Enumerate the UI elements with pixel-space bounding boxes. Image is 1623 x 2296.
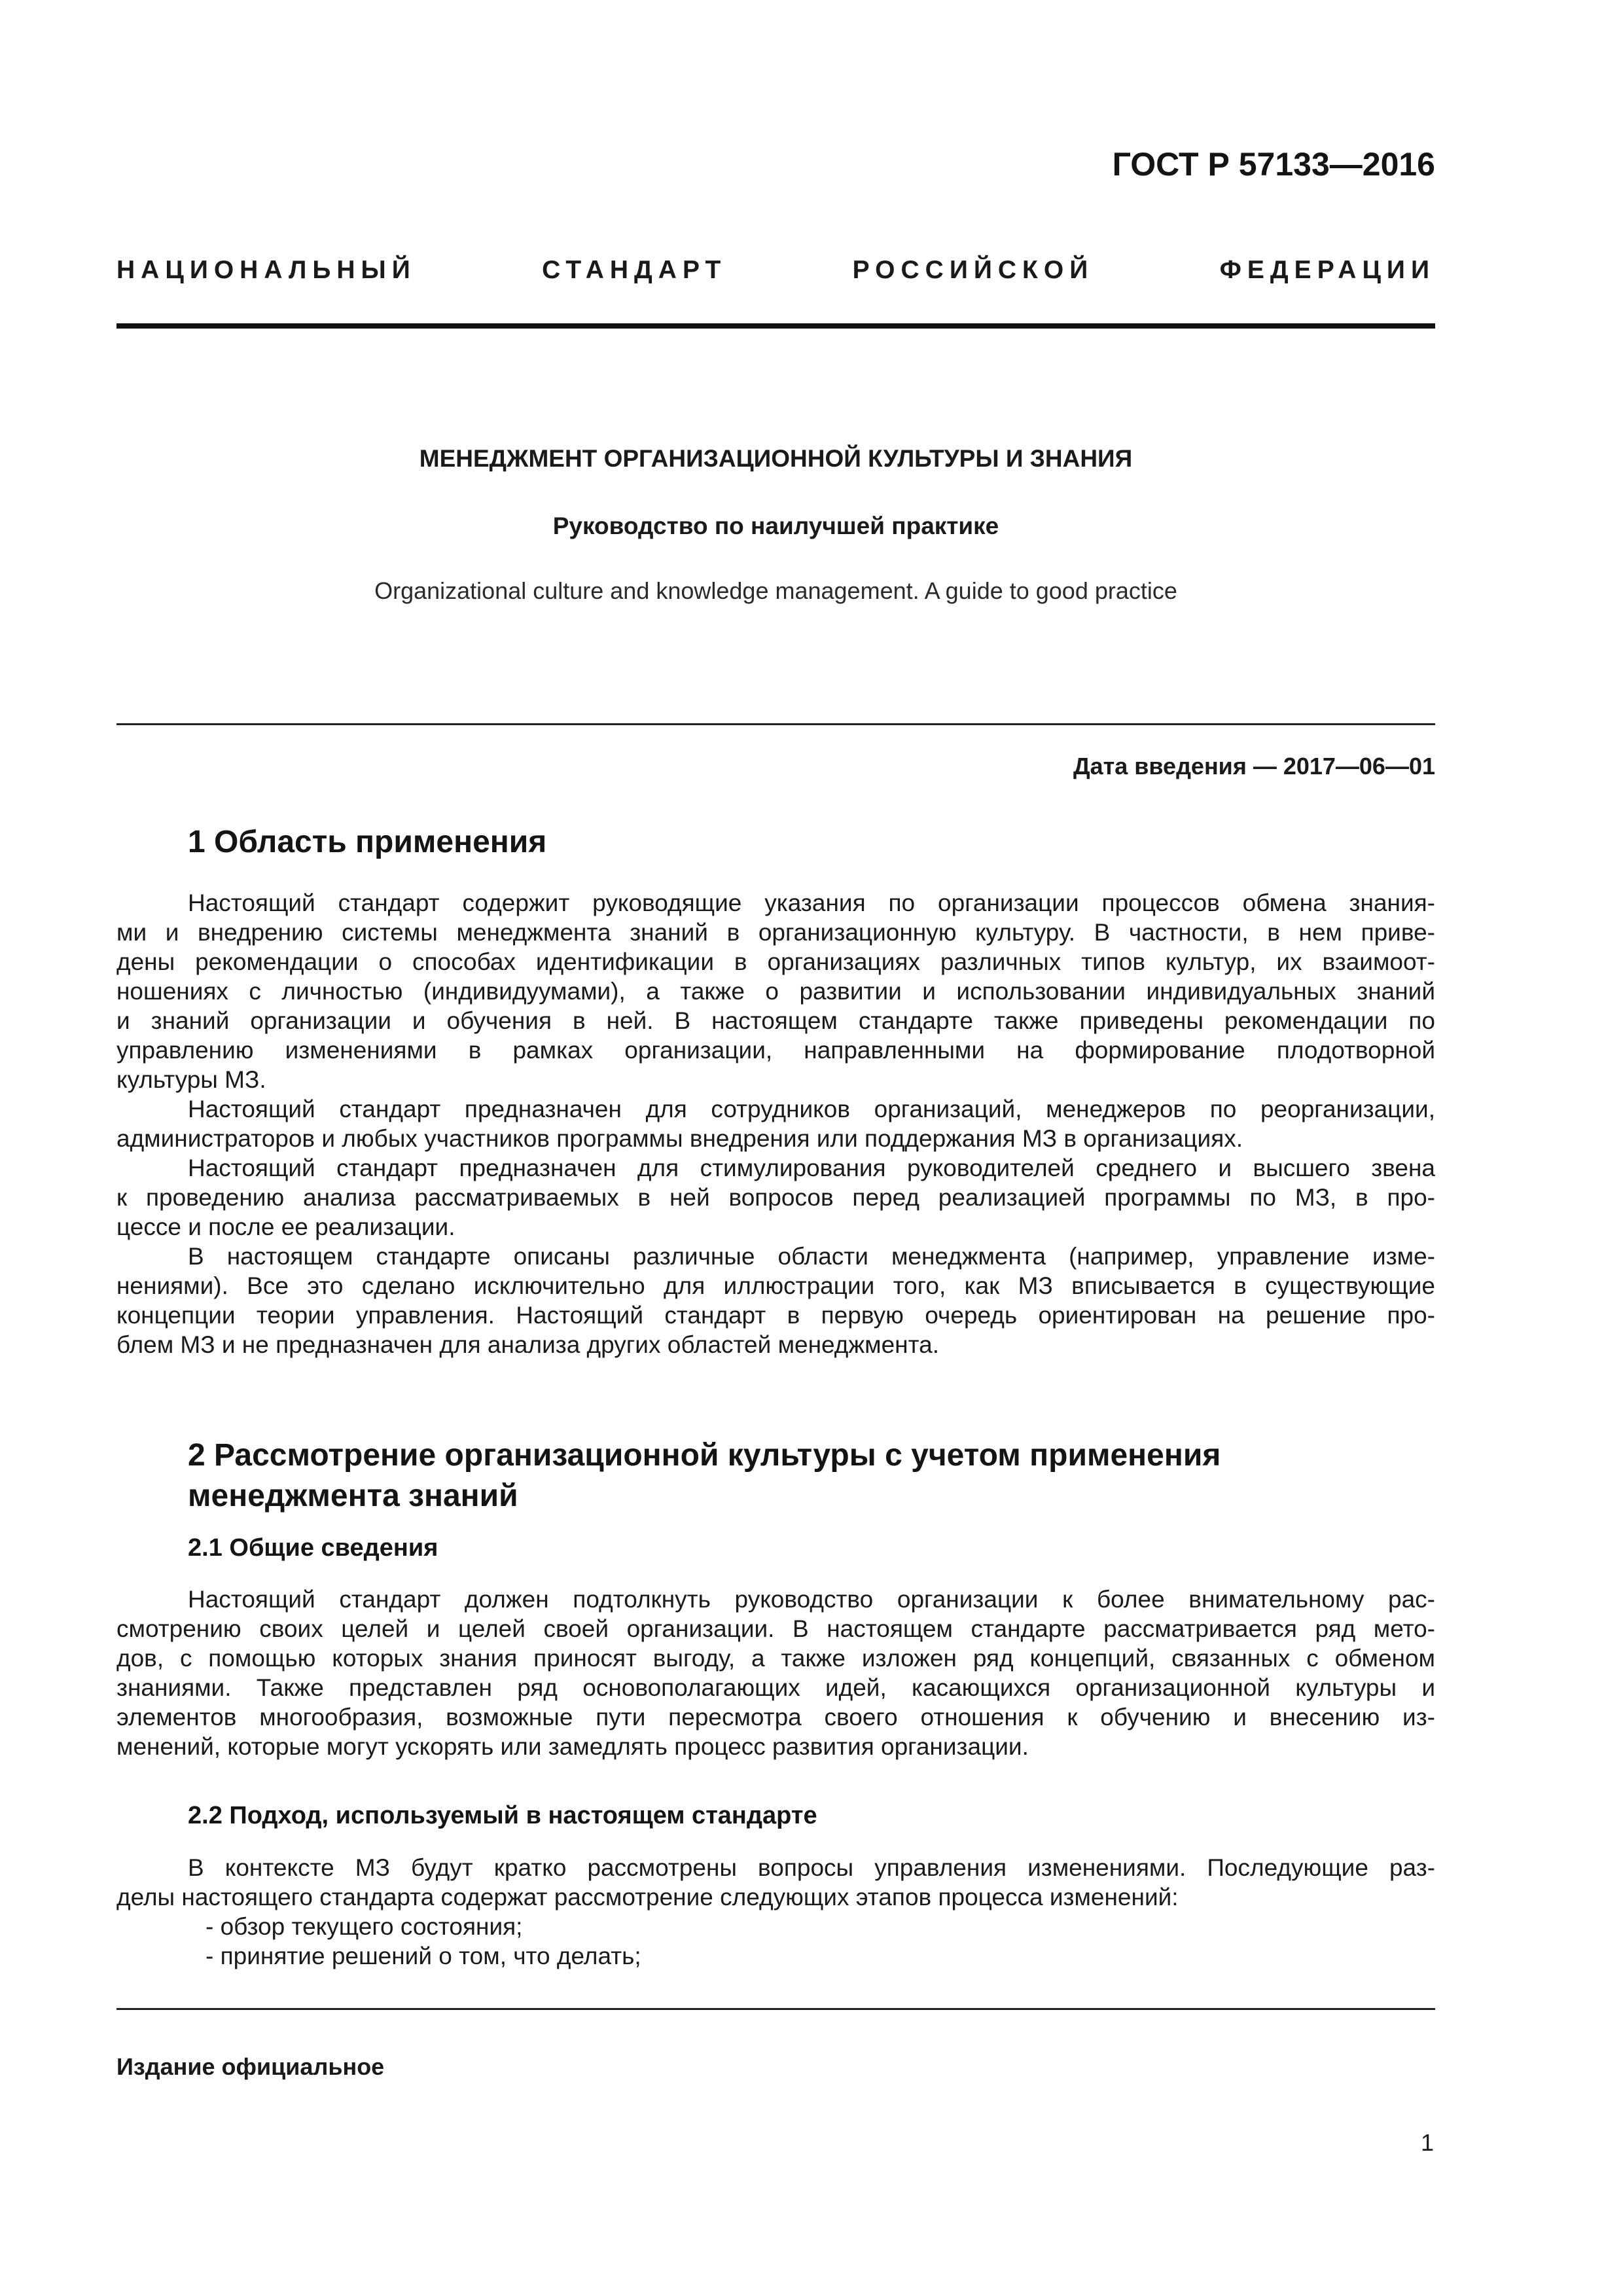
text-line: знаниями. Также представлен ряд основополагающих идей, касающихся организационной культуры и <box>116 1674 1435 1701</box>
text-line: ношениях с личностью (индивидуумами), а также о развитии и использовании индивидуальных знаний <box>116 978 1435 1005</box>
section-1-body <box>116 888 1435 1359</box>
document-english-title: Organizational culture and knowledge management. A guide to good practice <box>374 577 1177 604</box>
section-2-1-heading: 2.1 Общие сведения <box>188 1534 438 1562</box>
section-2-2-heading: 2.2 Подход, используемый в настоящем стандарте <box>188 1802 817 1829</box>
text-line: культуры МЗ. <box>116 1066 266 1093</box>
text-line: блем МЗ и не предназначен для анализа других областей менеджмента. <box>116 1331 939 1358</box>
text-line: цессе и после ее реализации. <box>116 1213 455 1240</box>
text-line: нениями). Все это сделано исключительно для иллюстрации того, как МЗ вписывается в существующие <box>116 1272 1435 1299</box>
text-line: менений, которые могут ускорять или замедлять процесс развития организации. <box>116 1733 1029 1760</box>
official-edition-label: Издание официальное <box>116 2053 385 2080</box>
text-line: смотрению своих целей и целей своей организации. В настоящем стандарте рассматривается ряд мето- <box>116 1615 1435 1642</box>
section-2-heading <box>188 1435 1366 1516</box>
section-1-heading: 1 Область применения <box>188 825 547 859</box>
text-line: и знаний организации и обучения в ней. В настоящем стандарте также приведены рекомендации по <box>116 1007 1435 1034</box>
gost-number: ГОСТ Р 57133—2016 <box>1112 146 1435 183</box>
text-line: делы настоящего стандарта содержат рассмотрение следующих этапов процесса изменений: <box>116 1884 1179 1910</box>
text-line: ми и внедрению системы менеджмента знаний в организационную культуру. В частности, в нем приве- <box>116 919 1435 946</box>
page-number: 1 <box>1420 2129 1434 2156</box>
text-line: концепции теории управления. Настоящий стандарт в первую очередь ориентирован на решение про- <box>116 1302 1435 1329</box>
text-line: Настоящий стандарт предназначен для сотрудников организаций, менеджеров по реорганизации, <box>188 1096 1435 1122</box>
text-line: В настоящем стандарте описаны различные области менеджмента (например, управление изме- <box>188 1243 1435 1270</box>
national-standard-line: НАЦИОНАЛЬНЫЙ СТАНДАРТ РОССИЙСКОЙ ФЕДЕРАЦИИ <box>116 256 1435 284</box>
text-line: Настоящий стандарт предназначен для стимулирования руководителей среднего и высшего звена <box>188 1155 1435 1181</box>
text-line: управлению изменениями в рамках организации, направленными на формирование плодотворной <box>116 1037 1435 1064</box>
list-item: - принятие решений о том, что делать; <box>205 1943 641 1969</box>
document-subtitle: Руководство по наилучшей практике <box>552 512 999 539</box>
text-line: элементов многообразия, возможные пути пересмотра своего отношения к обучению и внесению из- <box>116 1704 1435 1731</box>
list-item: - обзор текущего состояния; <box>205 1913 523 1940</box>
introduction-date: Дата введения — 2017—06—01 <box>1073 753 1435 780</box>
text-line: администраторов и любых участников программы внедрения или поддержания МЗ в организациях. <box>116 1125 1243 1152</box>
section-2-2-body <box>116 1853 1435 1971</box>
text-line: В контексте МЗ будут кратко рассмотрены вопросы управления изменениями. Последующие раз- <box>188 1854 1435 1881</box>
text-line: Настоящий стандарт должен подтолкнуть руководство организации к более внимательному рас- <box>188 1586 1435 1613</box>
section-2-heading-line: менеджмента знаний <box>188 1479 518 1513</box>
text-line: Настоящий стандарт содержит руководящие указания по организации процессов обмена знания- <box>188 889 1435 916</box>
text-line: дов, с помощью которых знания приносят выгоду, а также изложен ряд концепций, связанных с обменом <box>116 1645 1435 1672</box>
document-title: МЕНЕДЖМЕНТ ОРГАНИЗАЦИОННОЙ КУЛЬТУРЫ И ЗНАНИЯ <box>419 445 1133 472</box>
footer-rule <box>116 2008 1435 2010</box>
text-line: дены рекомендации о способах идентификации в организациях различных типов культур, их взаимоот- <box>116 948 1435 975</box>
text-line: к проведению анализа рассматриваемых в ней вопросов перед реализацией программы по МЗ, в про- <box>116 1184 1435 1211</box>
title-rule <box>116 723 1435 725</box>
section-2-heading-line: 2 Рассмотрение организационной культуры с учетом применения <box>188 1438 1221 1473</box>
section-2-1-body <box>116 1585 1435 1761</box>
header-rule <box>116 323 1435 329</box>
